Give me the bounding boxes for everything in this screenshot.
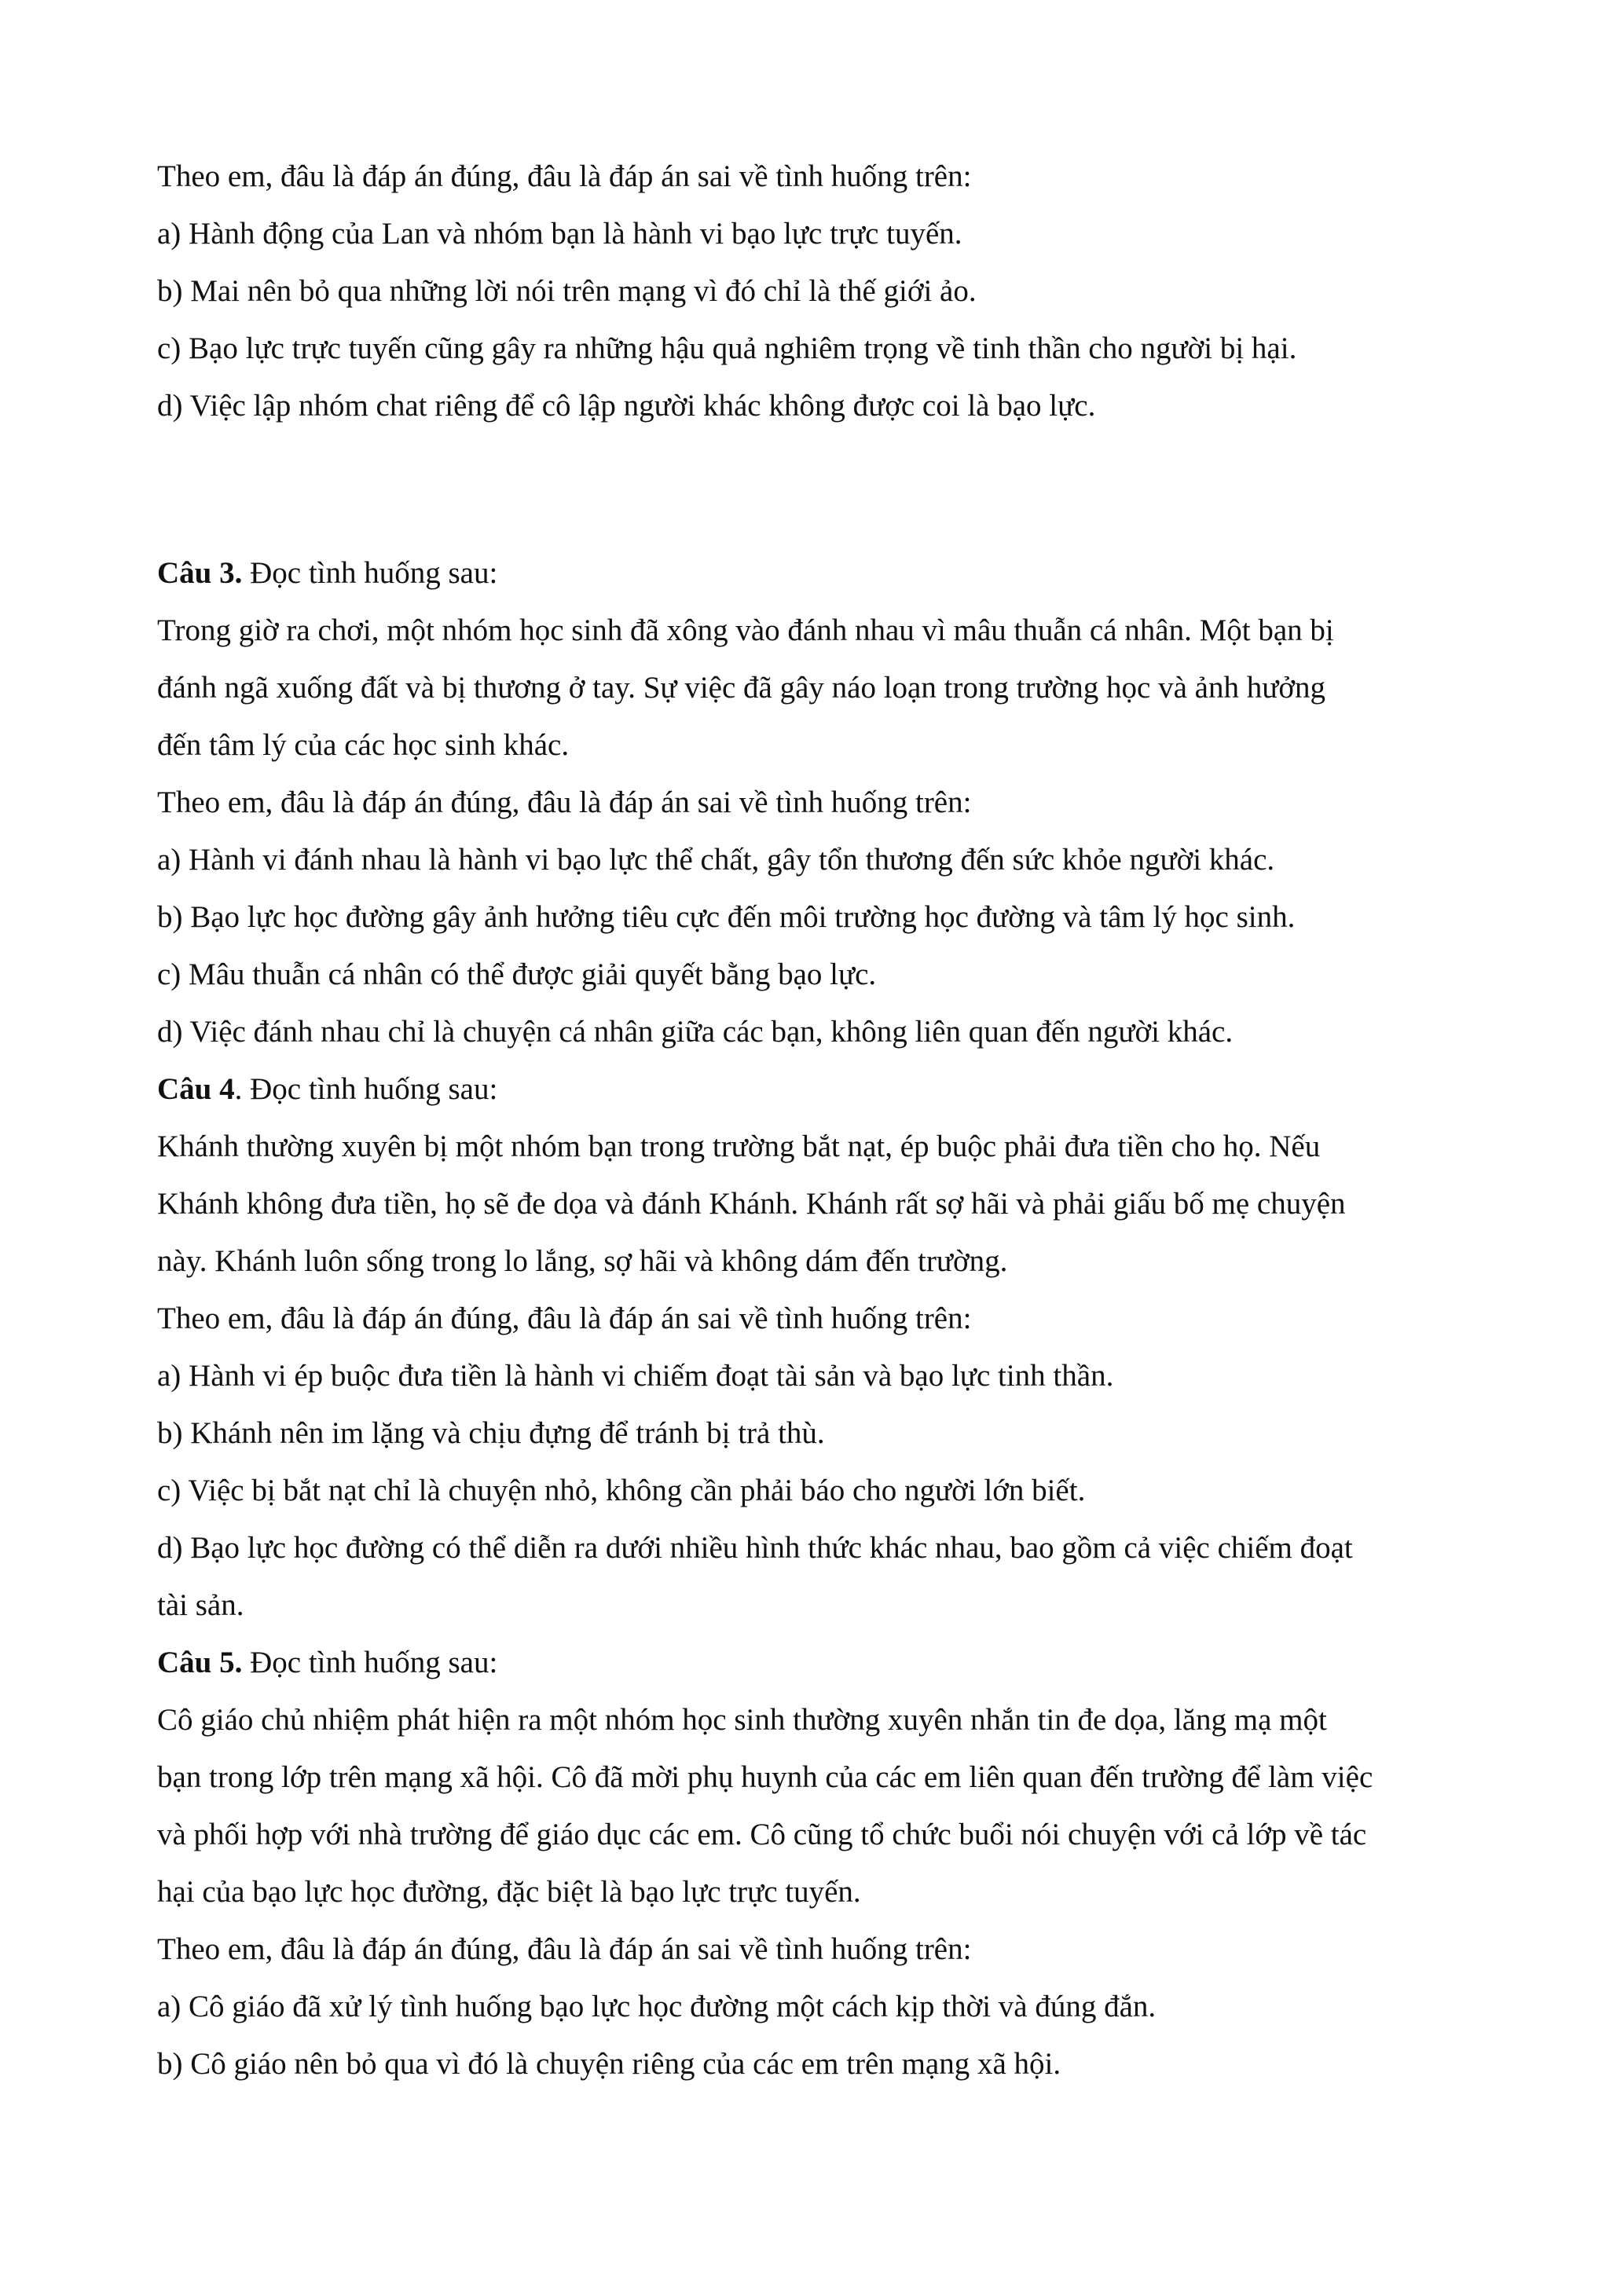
answer-option-a: a) Hành vi đánh nhau là hành vi bạo lực thể chất, gây tổn thương đến sức khỏe người khác. bbox=[157, 843, 1275, 877]
scenario-line: hại của bạo lực học đường, đặc biệt là bạo lực trực tuyến. bbox=[157, 1875, 861, 1909]
answer-option-d: d) Bạo lực học đường có thể diễn ra dưới nhiều hình thức khác nhau, bao gồm cả việc chiếm đoạt bbox=[157, 1531, 1353, 1565]
scenario-line: đến tâm lý của các học sinh khác. bbox=[157, 728, 570, 762]
answer-option-d: d) Việc lập nhóm chat riêng để cô lập người khác không được coi là bạo lực. bbox=[157, 389, 1096, 423]
question-heading bbox=[157, 544, 1477, 602]
answer-option-a: a) Hành vi ép buộc đưa tiền là hành vi chiếm đoạt tài sản và bạo lực tinh thần. bbox=[157, 1359, 1114, 1393]
question-label: Câu 5. bbox=[157, 1646, 243, 1679]
scenario-line: Trong giờ ra chơi, một nhóm học sinh đã xông vào đánh nhau vì mâu thuẫn cá nhân. Một bạn bị bbox=[157, 613, 1334, 647]
spacer bbox=[157, 434, 1477, 544]
document-page bbox=[157, 148, 1477, 2093]
question-prompt: Theo em, đâu là đáp án đúng, đâu là đáp án sai về tình huống trên: bbox=[157, 785, 972, 819]
answer-option-c: c) Bạo lực trực tuyến cũng gây ra những hậu quả nghiêm trọng về tinh thần cho người bị hại. bbox=[157, 331, 1297, 365]
answer-option-a: a) Hành động của Lan và nhóm bạn là hành vi bạo lực trực tuyến. bbox=[157, 217, 962, 251]
scenario-line: này. Khánh luôn sống trong lo lắng, sợ hãi và không dám đến trường. bbox=[157, 1244, 1008, 1278]
scenario-line: và phối hợp với nhà trường để giáo dục các em. Cô cũng tổ chức buổi nói chuyện với cả lớp về tác bbox=[157, 1818, 1367, 1851]
answer-option-d-continued: tài sản. bbox=[157, 1588, 244, 1622]
answer-option-b: b) Khánh nên im lặng và chịu đựng để tránh bị trả thù. bbox=[157, 1416, 825, 1450]
question-4 bbox=[157, 1060, 1477, 1634]
answer-option-b: b) Mai nên bỏ qua những lời nói trên mạng vì đó chỉ là thế giới ảo. bbox=[157, 274, 977, 308]
scenario-line: bạn trong lớp trên mạng xã hội. Cô đã mời phụ huynh của các em liên quan đến trường để làm việc bbox=[157, 1760, 1373, 1794]
question-2-tail bbox=[157, 148, 1477, 434]
answer-option-c: c) Mâu thuẫn cá nhân có thể được giải quyết bằng bạo lực. bbox=[157, 958, 877, 991]
answer-option-a: a) Cô giáo đã xử lý tình huống bạo lực học đường một cách kịp thời và đúng đắn. bbox=[157, 1990, 1157, 2023]
question-prompt: Theo em, đâu là đáp án đúng, đâu là đáp án sai về tình huống trên: bbox=[157, 1932, 972, 1966]
question-intro: Đọc tình huống sau: bbox=[242, 1646, 498, 1679]
scenario-line: Khánh thường xuyên bị một nhóm bạn trong trường bắt nạt, ép buộc phải đưa tiền cho họ. Nếu bbox=[157, 1130, 1321, 1163]
question-3 bbox=[157, 544, 1477, 1060]
answer-option-b: b) Bạo lực học đường gây ảnh hưởng tiêu cực đến môi trường học đường và tâm lý học sinh. bbox=[157, 900, 1296, 934]
question-label: Câu 4 bbox=[157, 1072, 235, 1106]
question-heading bbox=[157, 1634, 1477, 1691]
question-intro: Đọc tình huống sau: bbox=[242, 556, 498, 590]
question-label: Câu 3. bbox=[157, 556, 243, 590]
scenario-line: Cô giáo chủ nhiệm phát hiện ra một nhóm học sinh thường xuyên nhắn tin đe dọa, lăng mạ một bbox=[157, 1703, 1327, 1737]
question-heading bbox=[157, 1060, 1477, 1118]
answer-option-b: b) Cô giáo nên bỏ qua vì đó là chuyện riêng của các em trên mạng xã hội. bbox=[157, 2047, 1061, 2081]
scenario-line: Khánh không đưa tiền, họ sẽ đe dọa và đánh Khánh. Khánh rất sợ hãi và phải giấu bố mẹ chuyện bbox=[157, 1187, 1346, 1221]
question-5 bbox=[157, 1634, 1477, 2093]
answer-option-c: c) Việc bị bắt nạt chỉ là chuyện nhỏ, không cần phải báo cho người lớn biết. bbox=[157, 1474, 1086, 1507]
question-intro: . Đọc tình huống sau: bbox=[234, 1072, 498, 1106]
scenario-line: đánh ngã xuống đất và bị thương ở tay. Sự việc đã gây náo loạn trong trường học và ảnh hưởng bbox=[157, 671, 1325, 705]
question-prompt: Theo em, đâu là đáp án đúng, đâu là đáp án sai về tình huống trên: bbox=[157, 159, 972, 193]
question-prompt: Theo em, đâu là đáp án đúng, đâu là đáp án sai về tình huống trên: bbox=[157, 1302, 972, 1335]
answer-option-d: d) Việc đánh nhau chỉ là chuyện cá nhân giữa các bạn, không liên quan đến người khác. bbox=[157, 1015, 1234, 1049]
